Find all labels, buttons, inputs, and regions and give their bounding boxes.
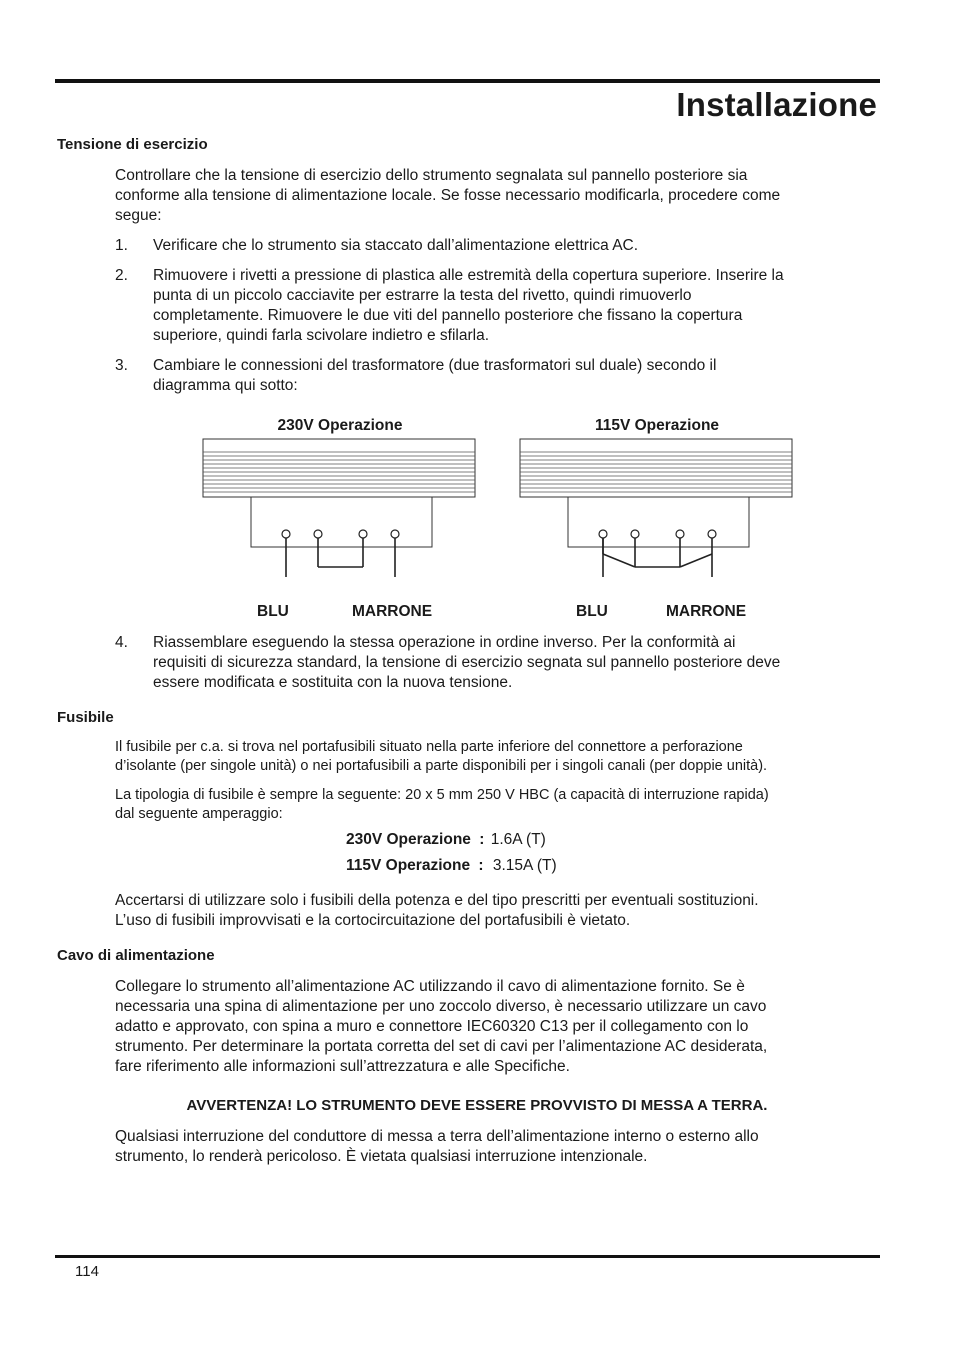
text-line: diagramma qui sotto: <box>153 377 298 394</box>
fuse-rating-separator: : <box>479 831 485 848</box>
fuse-rating-value: 3.15A (T) <box>492 857 557 874</box>
text-line: completamente. Rimuovere le due viti del pannello posteriore che fissano la copertura <box>153 307 743 324</box>
text-line: necessaria una spina di alimentazione per uno zoccolo diverso, è necessario utilizzare un cavo <box>115 998 767 1015</box>
text-line: dal seguente amperaggio: <box>115 806 283 822</box>
text-line: L’uso di fusibili improvvisati e la cortocircuitazione del portafusibili è vietato. <box>115 912 631 929</box>
fuse-rating-value: 1.6A (T) <box>490 831 546 848</box>
diagram-title-230v: 230V Operazione <box>277 417 403 434</box>
text-line: Cambiare le connessioni del trasformatore (due trasformatori sul duale) secondo il <box>153 357 717 374</box>
step-number: 2. <box>115 267 128 284</box>
transformer-115v <box>520 439 792 577</box>
fuse-rating-label: 115V Operazione <box>346 857 471 874</box>
step-number: 4. <box>115 634 128 651</box>
fuse-rating-label: 230V Operazione <box>346 831 471 848</box>
text-line: Collegare lo strumento all’alimentazione AC utilizzando il cavo di alimentazione fornito. Se è <box>115 978 745 995</box>
operating-voltage-intro <box>115 166 880 226</box>
page-number: 114 <box>75 1263 99 1280</box>
fuse-type-text <box>115 786 880 824</box>
transformer-wiring-diagram <box>195 430 805 590</box>
wire-label-blue-230v: BLU <box>257 603 289 620</box>
section-heading-fuse: Fusibile <box>57 709 114 726</box>
fuse-rating-separator: : <box>478 857 484 874</box>
step-1-text <box>153 236 880 256</box>
text-line: Qualsiasi interruzione del conduttore di messa a terra dell’alimentazione interno o esterno allo <box>115 1128 759 1145</box>
diagram-title-115v: 115V Operazione <box>594 417 720 434</box>
text-line: strumento. Per determinare la portata corretta del set di cavi per l’alimentazione AC desiderata, <box>115 1038 768 1055</box>
text-line: essere modificata e sostituita con la nuova tensione. <box>153 674 513 691</box>
step-number: 3. <box>115 357 128 374</box>
text-line: Verificare che lo strumento sia staccato dall’alimentazione elettrica AC. <box>153 237 639 254</box>
fuse-location-text <box>115 738 880 776</box>
step-2-text <box>153 266 880 346</box>
section-heading-power-cable: Cavo di alimentazione <box>57 947 215 964</box>
text-line: fare riferimento alle informazioni sull’attrezzatura e alle Specifiche. <box>115 1058 570 1075</box>
step-4-text <box>153 633 880 693</box>
header-rule <box>55 79 880 83</box>
power-cable-text <box>115 977 880 1077</box>
text-line: d’isolante (per singole unità) o nei portafusibili a parte disponibili per i singoli canali (per doppie unità). <box>115 758 768 774</box>
text-line: punta di un piccolo cacciavite per estrarre la testa del rivetto, quindi rimuoverlo <box>153 287 692 304</box>
section-heading-operating-voltage: Tensione di esercizio <box>57 136 208 153</box>
text-line: Controllare che la tensione di esercizio dello strumento segnalata sul pannello posteriore sia <box>115 167 748 184</box>
grounding-warning: AVVERTENZA! LO STRUMENTO DEVE ESSERE PROVVISTO DI MESSA A TERRA. <box>186 1097 768 1114</box>
fuse-rating-115v <box>346 857 557 875</box>
text-line: superiore, quindi farla scivolare indietro e sfilarla. <box>153 327 489 344</box>
footer-rule <box>55 1255 880 1258</box>
text-line: adatto e approvato, con spina a muro e connettore IEC60320 C13 per il collegamento con lo <box>115 1018 749 1035</box>
text-line: Il fusibile per c.a. si trova nel portafusibili situato nella parte inferiore del connettore a perforazione <box>115 739 743 755</box>
text-line: Rimuovere i rivetti a pressione di plastica alle estremità della copertura superiore. Inserire la <box>153 267 784 284</box>
text-line: conforme alla tensione di alimentazione locale. Se fosse necessario modificarla, procedere come <box>115 187 781 204</box>
wire-label-brown-115v: MARRONE <box>666 603 747 620</box>
step-3-text <box>153 356 880 396</box>
wire-label-blue-115v: BLU <box>576 603 608 620</box>
text-line: segue: <box>115 207 162 224</box>
step-number: 1. <box>115 237 128 254</box>
fuse-warning-text <box>115 891 880 931</box>
text-line: strumento, lo renderà pericoloso. È vietata qualsiasi interruzione intenzionale. <box>115 1148 648 1165</box>
grounding-text <box>115 1127 880 1167</box>
wire-label-brown-230v: MARRONE <box>352 603 433 620</box>
text-line: Riassemblare eseguendo la stessa operazione in ordine inverso. Per la conformità ai <box>153 634 736 651</box>
transformer-230v <box>203 439 475 577</box>
text-line: La tipologia di fusibile è sempre la seguente: 20 x 5 mm 250 V HBC (a capacità di interruzione rapida) <box>115 787 769 803</box>
text-line: requisiti di sicurezza standard, la tensione di esercizio segnata sul pannello posteriore deve <box>153 654 781 671</box>
page-title: Installazione <box>676 86 877 123</box>
fuse-rating-230v <box>346 831 546 849</box>
text-line: Accertarsi di utilizzare solo i fusibili della potenza e del tipo prescritti per eventuali sostituzioni. <box>115 892 759 909</box>
